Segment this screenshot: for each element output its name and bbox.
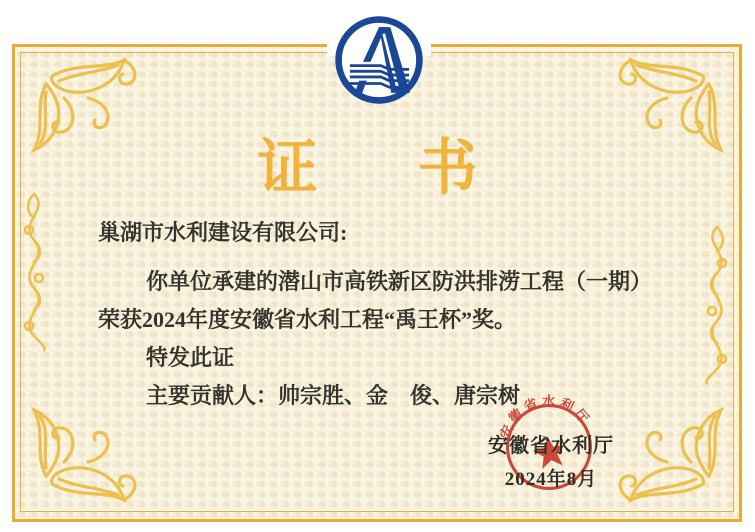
certificate-body <box>98 214 688 415</box>
seal-arc-text: 安徽省水利厅 <box>497 393 594 441</box>
issuer-name: 安徽省水利厅 <box>488 435 614 457</box>
issue-date: 2024年8月 <box>504 469 598 490</box>
body-line-3: 特发此证 <box>146 345 235 370</box>
anhui-water-conservancy-logo-icon <box>332 13 426 107</box>
body-line-2: 荣获2024年度安徽省水利工程“禹王杯”奖。 <box>98 307 517 332</box>
contributors-line: 主要贡献人：帅宗胜、金 俊、唐宗树 <box>146 383 521 408</box>
recipient-line: 巢湖市水利建设有限公司: <box>98 220 348 245</box>
certificate-title: 证 书 <box>257 135 498 201</box>
body-line-1: 你单位承建的潜山市高铁新区防洪排涝工程（一期） <box>146 269 653 294</box>
signature-block <box>448 433 654 492</box>
